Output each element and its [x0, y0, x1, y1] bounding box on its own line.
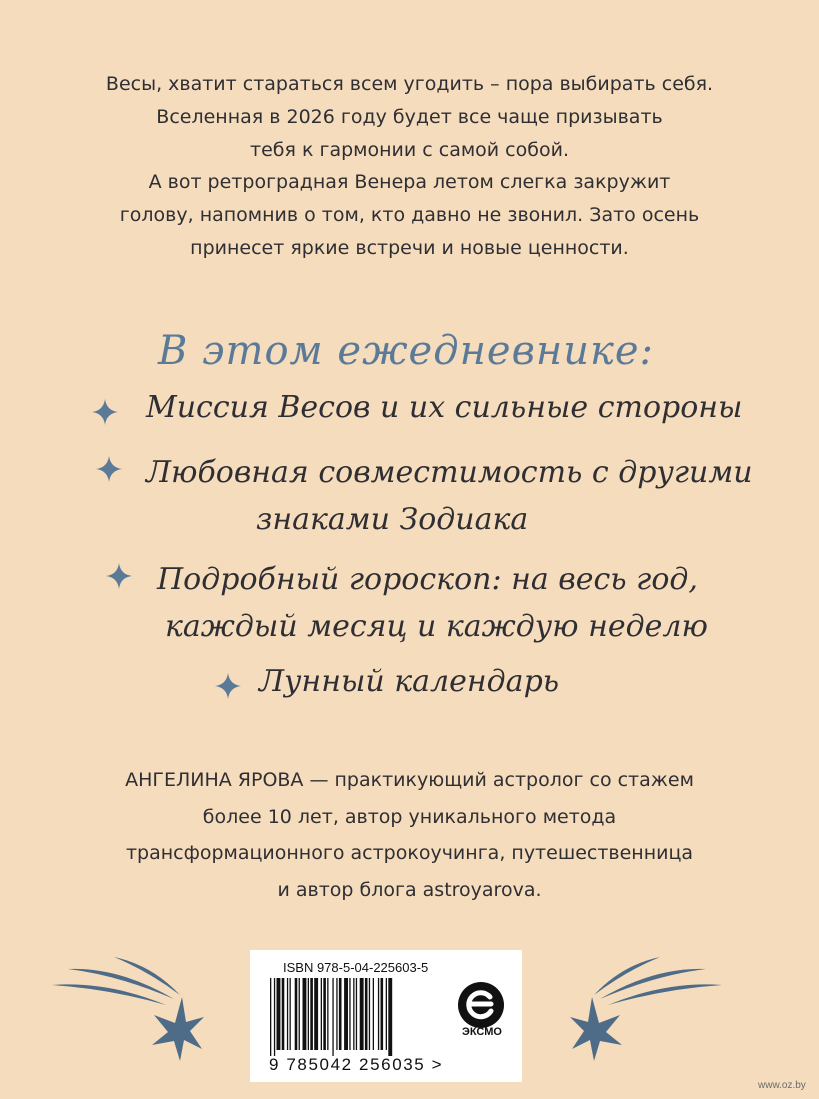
sparkle-icon: [214, 672, 242, 700]
intro-paragraph: [60, 68, 759, 265]
features-heading: В этом ежедневнике:: [158, 328, 655, 374]
feature-item: [157, 556, 708, 650]
feature-item-text: каждый месяц и каждую неделю: [165, 609, 708, 644]
shooting-star-icon: [556, 955, 726, 1075]
barcode-bar: [339, 978, 342, 1050]
intro-line: А вот ретроградная Венера летом слегка закружит: [148, 171, 671, 194]
barcode-bar: [381, 978, 384, 1050]
author-bio-line: и автор блога astroyarova.: [277, 878, 542, 901]
sparkle-icon: [95, 455, 123, 483]
sparkle-icon: [91, 398, 119, 426]
author-bio-line: более 10 лет, автор уникального метода: [202, 805, 617, 828]
barcode-bar: [365, 978, 368, 1050]
isbn-number: ISBN 978-5-04-225603-5: [283, 960, 429, 975]
intro-line: голову, напомнив о том, кто давно не звонил. Зато осень: [119, 204, 700, 227]
feature-item: [259, 664, 559, 699]
barcode-bar: [327, 978, 328, 1050]
author-bio: [40, 762, 779, 908]
barcode-bar: [323, 978, 326, 1050]
feature-item-text: знаками Зодиака: [256, 502, 529, 537]
barcode: [270, 978, 448, 1056]
barcode-bar: [336, 978, 337, 1050]
barcode-bar: [373, 978, 374, 1050]
barcode-bar: [321, 978, 322, 1050]
intro-line: тебя к гармонии с самой собой.: [250, 138, 569, 161]
intro-line: Весы, хватит стараться всем угодить – пора выбирать себя.: [105, 73, 714, 95]
barcode-bar: [369, 978, 370, 1050]
feature-item: [146, 390, 742, 425]
barcode-bar: [388, 978, 392, 1056]
barcode-bar: [314, 978, 318, 1050]
author-bio-line: трансформационного астрокоучинга, путешественница: [125, 842, 694, 864]
site-watermark: www.oz.by: [758, 1080, 806, 1091]
barcode-bar: [295, 978, 298, 1050]
barcode-bar: [282, 978, 285, 1050]
feature-item-text: Подробный гороскоп: на весь год,: [157, 562, 698, 597]
feature-item-text: Любовная совместимость с другими: [146, 455, 753, 490]
barcode-bar: [349, 978, 350, 1050]
barcode-bar: [378, 978, 379, 1050]
barcode-bar: [386, 978, 387, 1050]
barcode-bar: [274, 978, 275, 1056]
barcode-bar: [270, 978, 271, 1056]
publisher-name: ЭКСМО: [462, 1026, 502, 1038]
barcode-bar: [277, 978, 281, 1050]
barcode-bar: [353, 978, 354, 1050]
barcode-bar: [308, 978, 309, 1050]
intro-line: Вселенная в 2026 году будет все чаще призывать: [156, 105, 663, 128]
intro-line: принесет яркие встречи и новые ценности.: [190, 236, 629, 259]
barcode-bar: [287, 978, 288, 1050]
barcode-bar: [360, 978, 364, 1050]
ean-digits: 9 785042 256035 >: [269, 1055, 444, 1074]
feature-item: [146, 449, 753, 543]
author-bio-line: АНГЕЛИНА ЯРОВА — практикующий астролог со стажем: [125, 769, 694, 791]
feature-item-text: Миссия Весов и их сильные стороны: [146, 390, 743, 425]
feature-item-text: Лунный календарь: [259, 664, 560, 699]
barcode-bar: [299, 978, 300, 1050]
barcode-bar: [344, 978, 348, 1050]
eksmo-logo-icon: [456, 980, 506, 1030]
barcode-bar: [332, 978, 333, 1056]
barcode-bar: [303, 978, 307, 1050]
barcode-bar: [356, 978, 357, 1050]
barcode-bar: [310, 978, 313, 1050]
sparkle-icon: [105, 562, 133, 590]
barcode-bar: [290, 978, 291, 1050]
shooting-star-icon: [48, 955, 218, 1075]
